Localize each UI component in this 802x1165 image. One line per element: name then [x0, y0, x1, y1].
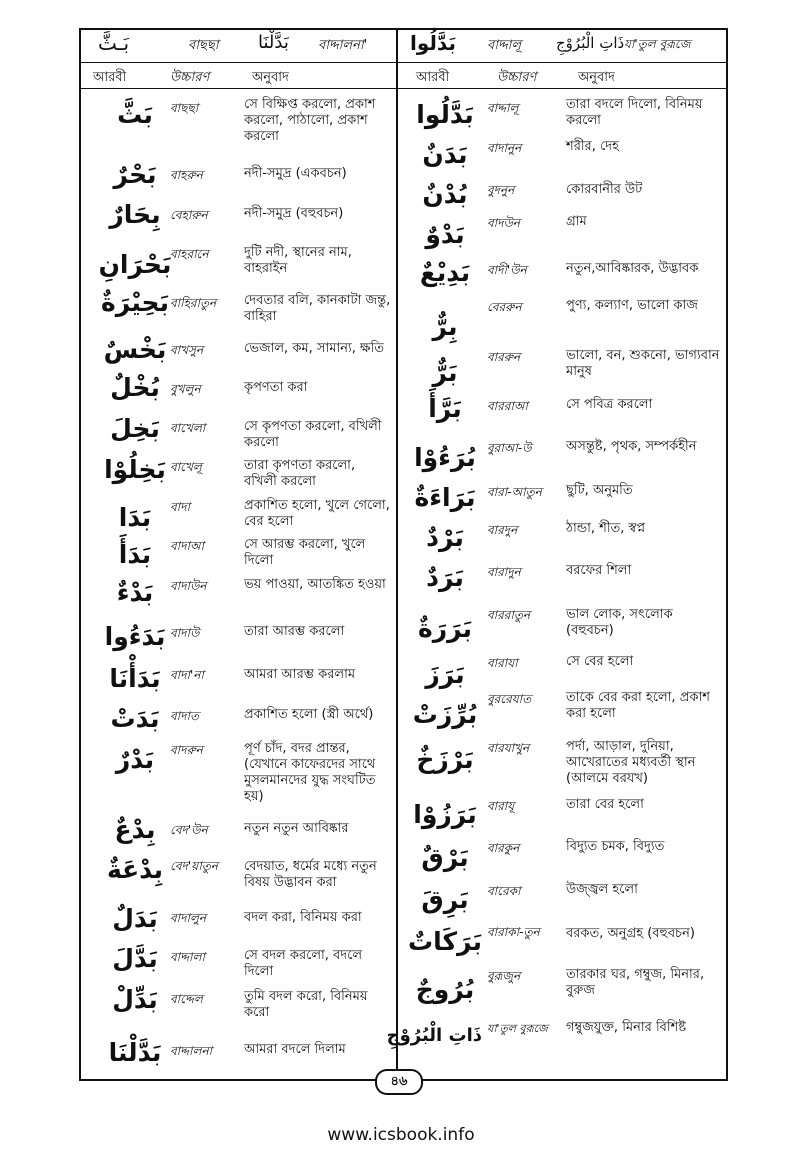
pronunciation: বাররাতুন: [487, 608, 531, 622]
meaning: পূর্ণ চাঁদ, বদর প্রান্তর, (যেখানে কাফেরদের সাথে মুসলমানদের যুদ্ধ সংঘটিত হয়): [244, 741, 376, 804]
pronunciation: বুররেযাত: [487, 692, 532, 706]
meaning: বরকত, অনুগ্রহ (বহুবচন): [566, 926, 695, 941]
meaning: তারা বদলে দিলো, বিনিময় করলো: [566, 97, 703, 128]
pronunciation: বাদা'না: [170, 668, 204, 682]
meaning: প্রকাশিত হলো, খুলে গেলো, বের হলো: [244, 498, 390, 529]
meaning: কোরবানীর উট: [566, 182, 643, 197]
arabic-word: بَدَلٌ: [112, 904, 158, 933]
meaning: ভেজাল, কম, সামান্য, ক্ষতি: [244, 341, 385, 356]
pronunciation: বেদ'য়াতুন: [170, 859, 218, 873]
col-header-arabic-left: আরবী: [93, 70, 127, 85]
arabic-word: بَرِقَ: [421, 885, 469, 914]
arabic-word: بُدْنٌ: [422, 180, 468, 209]
meaning: অসন্তুষ্ট, পৃথক, সম্পর্কহীন: [566, 439, 697, 454]
pronunciation: বাখেলা: [170, 421, 206, 435]
pronunciation: বুরূজুন: [487, 969, 521, 983]
arabic-word: بَرْدٌ: [426, 523, 464, 552]
meaning: সে কৃপণতা করলো, বখিলী করলো: [244, 419, 382, 450]
header-right-pron2: যা'তুল বুরূজে: [624, 37, 691, 51]
header-left-arabic2: بَدَّلْنَا: [258, 32, 289, 53]
meaning: সে বিক্ষিপ্ত করলো, প্রকাশ করলো, পাঠালো, প্রকাশ করলো: [244, 97, 376, 144]
arabic-word: بُرَءُوْا: [414, 443, 476, 472]
meaning: নতুন,আবিষ্কারক, উদ্ভাবক: [566, 261, 699, 276]
pronunciation: বাদ্দেল: [170, 992, 203, 1006]
pronunciation: বুদনুন: [487, 183, 515, 197]
arabic-word: بَثَّ: [117, 100, 153, 129]
pronunciation: বারা-আতুন: [487, 485, 542, 499]
arabic-word: بَدَأَ: [118, 540, 152, 569]
arabic-word: بَرَّأَ: [428, 394, 462, 423]
pronunciation: বাদউন: [487, 216, 520, 230]
meaning: সে বের হলো: [566, 654, 634, 669]
arabic-word: بُخْلٌ: [110, 373, 160, 402]
arabic-word: بَرَكَاتٌ: [408, 927, 482, 956]
arabic-word: بَخِلَ: [110, 414, 160, 443]
arabic-word: ذَاتِ الْبُرُوْجِ: [386, 1025, 482, 1046]
pronunciation: বুখলুন: [170, 382, 201, 396]
arabic-word: بَرٌّ: [432, 358, 458, 387]
meaning: বিদ্যুত চমক, বিদ্যুত: [566, 839, 665, 854]
arabic-word: بَدِيْعٌ: [419, 258, 471, 287]
meaning: ভাল লোক, সৎলোক (বহুবচন): [566, 607, 673, 638]
arabic-word: بَدَّلَ: [112, 944, 158, 973]
arabic-word: بَدَا: [118, 503, 152, 532]
header-left-pron: বাছছা: [188, 38, 219, 53]
header-rule: [79, 62, 728, 63]
meaning: পর্দা, আড়াল, দুনিয়া, আখেরাতের মধ্যবর্তী স্থান (আলমে বরযখ): [566, 739, 696, 786]
meaning: নদী-সমুদ্র (একবচন): [244, 166, 347, 181]
arabic-word: بَدْوٌ: [425, 220, 465, 249]
pronunciation: বাররুন: [487, 350, 521, 364]
meaning: উজ্জ্বল হলো: [566, 882, 638, 897]
arabic-word: بَخِلُوْا: [104, 455, 166, 484]
pronunciation: বেদ'উন: [170, 823, 208, 837]
arabic-word: بَدْرٌ: [115, 745, 155, 774]
arabic-word: بَرَرَةٌ: [417, 614, 473, 643]
arabic-word: بَدَّلْنَا: [108, 1038, 162, 1067]
meaning: ঠান্ডা, শীত, স্বপ্ন: [566, 521, 646, 536]
meaning: আমরা বদলে দিলাম: [244, 1042, 346, 1057]
meaning: নতুন নতুন আবিষ্কার: [244, 821, 349, 836]
meaning: সে বদল করলো, বদলে দিলো: [244, 948, 363, 979]
col-header-meaning-left: অনুবাদ: [252, 70, 289, 85]
meaning: পুণ্য, কল্যাণ, ভালো কাজ: [566, 298, 698, 313]
pronunciation: বাদরুন: [170, 743, 203, 757]
arabic-word: بَدْءٌ: [116, 578, 154, 607]
header-right-pron: বাদ্দালূ: [487, 38, 522, 53]
meaning: দেবতার বলি, কানকাটা জন্তু, বাহিরা: [244, 293, 391, 324]
pronunciation: বাদা: [170, 500, 190, 514]
pronunciation: বাখসুন: [170, 343, 204, 357]
meaning: তুমি বদল করো, বিনিময় করো: [244, 989, 368, 1020]
pronunciation: বাহরুন: [170, 168, 203, 182]
pronunciation: বারকুন: [487, 841, 520, 855]
arabic-word: بَرْزَخٌ: [416, 745, 474, 774]
pronunciation: বাহিরাতুন: [170, 296, 217, 310]
pronunciation: বারেকা: [487, 884, 521, 898]
pronunciation: বারাযা: [487, 656, 518, 670]
arabic-word: بَرَزُوْا: [413, 800, 477, 829]
arabic-word: بِدْعٌ: [114, 815, 156, 844]
col-header-pron-right: উচ্চারণ: [497, 70, 537, 85]
meaning: ভালো, বন, শুকনো, ভাগ্যবান মানুষ: [566, 348, 720, 379]
col-header-arabic-right: আরবী: [416, 70, 450, 85]
meaning: কৃপণতা করা: [244, 380, 308, 395]
arabic-word: بَدَتْ: [110, 704, 160, 733]
pronunciation: বারাদুন: [487, 565, 521, 579]
pronunciation: বাদাউন: [170, 579, 207, 593]
arabic-word: بَدَّلُوا: [416, 100, 474, 129]
meaning: ছুটি, অনুমতি: [566, 483, 633, 498]
header-right-arabic2: ذَاتِ الْبُرُوْجِ: [556, 34, 625, 52]
pronunciation: বাদাআ: [170, 539, 204, 553]
footer-website: www.icsbook.info: [327, 1125, 475, 1145]
arabic-word: بَدِّلْ: [112, 985, 158, 1014]
meaning: গ্রাম: [566, 214, 587, 229]
pronunciation: বেহারুন: [170, 208, 208, 222]
page-number: ৪৬: [375, 1069, 423, 1095]
meaning: বরফের শিলা: [566, 563, 632, 578]
pronunciation: বাদাউ: [170, 626, 200, 640]
meaning: তাকে বের করা হলো, প্রকাশ করা হলো: [566, 690, 710, 721]
header-right-arabic: بَدَّلُوا: [410, 31, 456, 55]
pronunciation: বাদানুন: [487, 141, 522, 155]
pronunciation: বাদালুন: [170, 911, 207, 925]
meaning: তারা বের হলো: [566, 797, 644, 812]
arabic-word: بَحْرٌ: [113, 160, 157, 189]
meaning: আমরা আরম্ভ করলাম: [244, 667, 356, 682]
header-left-arabic: بَـثَّ: [98, 31, 130, 55]
pronunciation: বারদুন: [487, 523, 518, 537]
pronunciation: বারাকা-তুন: [487, 925, 540, 939]
arabic-word: بُرِّزَتْ: [412, 700, 478, 729]
meaning: বেদয়াত, ধর্মের মধ্যে নতুন বিষয় উদ্ভাবন করা: [244, 859, 377, 890]
meaning: তারা কৃপণতা করলো, বখিলী করলো: [244, 458, 356, 489]
meaning: শরীর, দেহ: [566, 139, 619, 154]
column-divider: [396, 28, 398, 1081]
pronunciation: বাহরানে: [170, 247, 209, 261]
pronunciation: বেররুন: [487, 300, 522, 314]
meaning: তারা আরম্ভ করলো: [244, 624, 345, 639]
pronunciation: বুরাআ-উ: [487, 441, 532, 455]
col-header-pron-left: উচ্চারণ: [170, 70, 210, 85]
meaning: প্রকাশিত হলো (স্ত্রী অর্থে): [244, 707, 374, 722]
meaning: দুটি নদী, স্থানের নাম, বাহরাইন: [244, 245, 352, 276]
meaning: নদী-সমুদ্র (বহুবচন): [244, 206, 344, 221]
arabic-word: بِحَارٌ: [109, 200, 161, 229]
arabic-word: بَدَنٌ: [422, 140, 468, 169]
arabic-word: بِرٌّ: [432, 312, 458, 341]
arabic-word: بَخْسٌ: [103, 335, 167, 364]
pronunciation: বাদ্দালনা: [170, 1044, 213, 1058]
arabic-word: بَرَدٌ: [426, 563, 464, 592]
meaning: গম্বুজযুক্ত, মিনার বিশিষ্ট: [566, 1020, 687, 1035]
arabic-word: بَدَءُوا: [104, 622, 166, 651]
pronunciation: যা'তুল বুরূজে: [487, 1022, 548, 1035]
arabic-word: بَحْرَانِ: [98, 250, 172, 279]
pronunciation: বারযাখুন: [487, 741, 530, 755]
pronunciation: বাদী'উন: [487, 263, 527, 277]
arabic-word: بَدَأْنَا: [109, 664, 161, 693]
arabic-word: بَرَاءَةٌ: [414, 483, 476, 512]
pronunciation: বাদ্দালূ: [487, 101, 519, 115]
header-left-pron2: বাদ্দালনা': [318, 38, 368, 53]
meaning: বদল করা, বিনিময় করা: [244, 910, 362, 925]
arabic-word: بَرَزَ: [425, 660, 465, 689]
meaning: সে পবিত্র করলো: [566, 397, 653, 412]
pronunciation: বাররাআ: [487, 399, 528, 413]
meaning: তারকার ঘর, গম্বুজ, মিনার, বুরুজ: [566, 967, 705, 998]
pronunciation: বাখেলূ: [170, 460, 202, 474]
pronunciation: বাদ্দালা: [170, 950, 205, 964]
pronunciation: বাছছা: [170, 101, 199, 115]
pronunciation: বাদাত: [170, 709, 199, 723]
arabic-word: بَحِيْرَةٌ: [101, 288, 169, 317]
arabic-word: بُرُوجٌ: [415, 975, 475, 1004]
arabic-word: بَرْقٌ: [421, 843, 469, 872]
col-header-meaning-right: অনুবাদ: [578, 70, 615, 85]
meaning: সে আরম্ভ করলো, খুলে দিলো: [244, 537, 366, 568]
arabic-word: بِدْعَةٌ: [106, 855, 164, 884]
meaning: ভয় পাওয়া, আতঙ্কিত হওয়া: [244, 577, 386, 592]
pronunciation: বারাযূ: [487, 799, 515, 813]
